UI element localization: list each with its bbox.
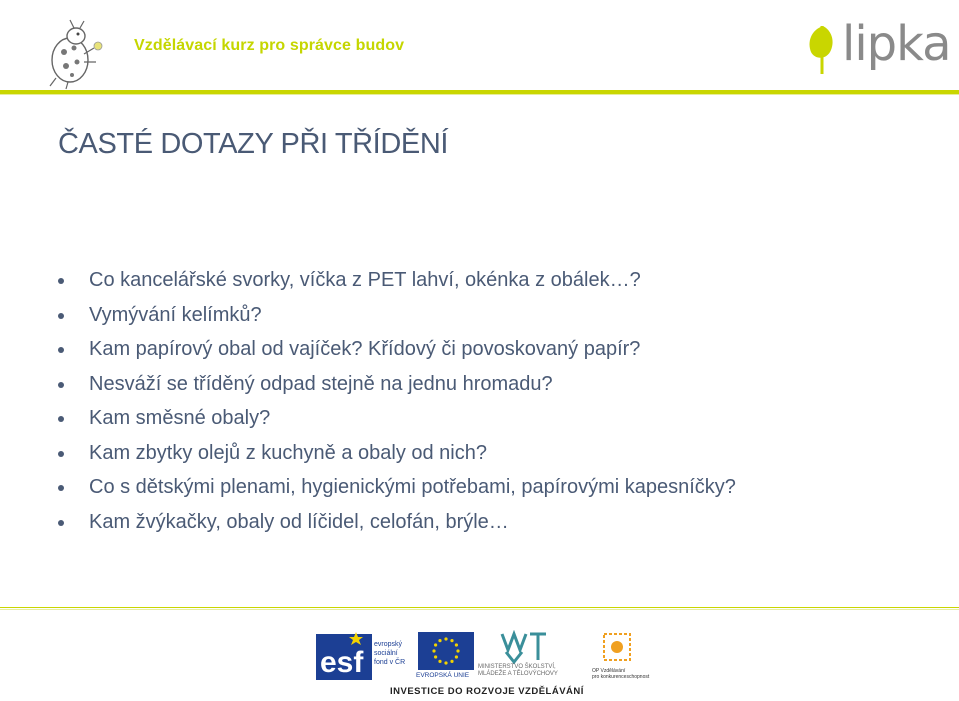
bullet-icon	[58, 382, 64, 388]
footer-tagline: INVESTICE DO ROZVOJE VZDĚLÁVÁNÍ	[390, 686, 584, 697]
list-item-text: Co s dětskými plenami, hygienickými potřebami, papírovými kapesníčky?	[89, 476, 736, 498]
bullet-icon	[58, 485, 64, 491]
msmt-label-line: MLÁDEŽE A TĚLOVÝCHOVY	[478, 671, 558, 677]
list-item-text: Kam papírový obal od vajíček? Křídový či povoskovaný papír?	[89, 338, 641, 360]
list-item	[58, 298, 736, 333]
header-divider-light	[0, 94, 959, 95]
footer-divider	[0, 607, 959, 608]
list-item-text: Co kancelářské svorky, víčka z PET lahví, okénka z obálek…?	[89, 269, 641, 291]
slide-header	[0, 0, 959, 90]
list-item-text: Nesváží se tříděný odpad stejně na jednu hromadu?	[89, 372, 553, 395]
ladybug-mascot-icon	[40, 18, 110, 90]
bullet-icon	[58, 347, 64, 353]
page-title: ČASTÉ DOTAZY PŘI TŘÍDĚNÍ	[58, 128, 449, 160]
lipka-logo-text: lipka	[842, 16, 951, 72]
list-item	[58, 436, 736, 471]
op-label	[592, 668, 649, 680]
msmt-label-line: MINISTERSTVO ŠKOLSTVÍ,	[478, 664, 556, 670]
msmt-label	[478, 664, 558, 678]
list-item	[58, 332, 736, 367]
eu-label: EVROPSKÁ UNIE	[416, 672, 470, 679]
list-item	[58, 367, 736, 402]
list-item	[58, 505, 736, 540]
funding-logos	[316, 630, 650, 686]
bullet-icon	[58, 313, 64, 319]
op-label-line: OP Vzdělávání	[592, 668, 626, 674]
list-item-text: Kam žvýkačky, obaly od líčidel, celofán, brýle…	[89, 510, 509, 533]
list-item	[58, 470, 736, 505]
bullet-icon	[58, 451, 64, 457]
esf-label	[374, 640, 405, 667]
list-item-text: Kam zbytky olejů z kuchyně a obaly od nich?	[89, 441, 487, 464]
list-item-text: Kam směsné obaly?	[89, 407, 271, 429]
bullet-icon	[58, 416, 64, 422]
esf-label-line: sociální	[374, 650, 398, 657]
list-item	[58, 401, 736, 436]
esf-label-line: fond v ČR	[374, 659, 406, 666]
question-list	[58, 263, 736, 539]
bullet-icon	[58, 520, 64, 526]
op-label-line: pro konkurenceschopnost	[592, 674, 650, 680]
bullet-icon	[58, 278, 64, 284]
svg-text:esf: esf	[320, 646, 364, 679]
esf-label-line: evropský	[374, 641, 403, 648]
course-title: Vzdělávací kurz pro správce budov	[134, 37, 405, 54]
list-item-text: Vymývání kelímků?	[89, 303, 262, 326]
footer-divider-light	[0, 609, 959, 610]
list-item	[58, 263, 736, 298]
eu-flag-icon	[418, 632, 474, 670]
